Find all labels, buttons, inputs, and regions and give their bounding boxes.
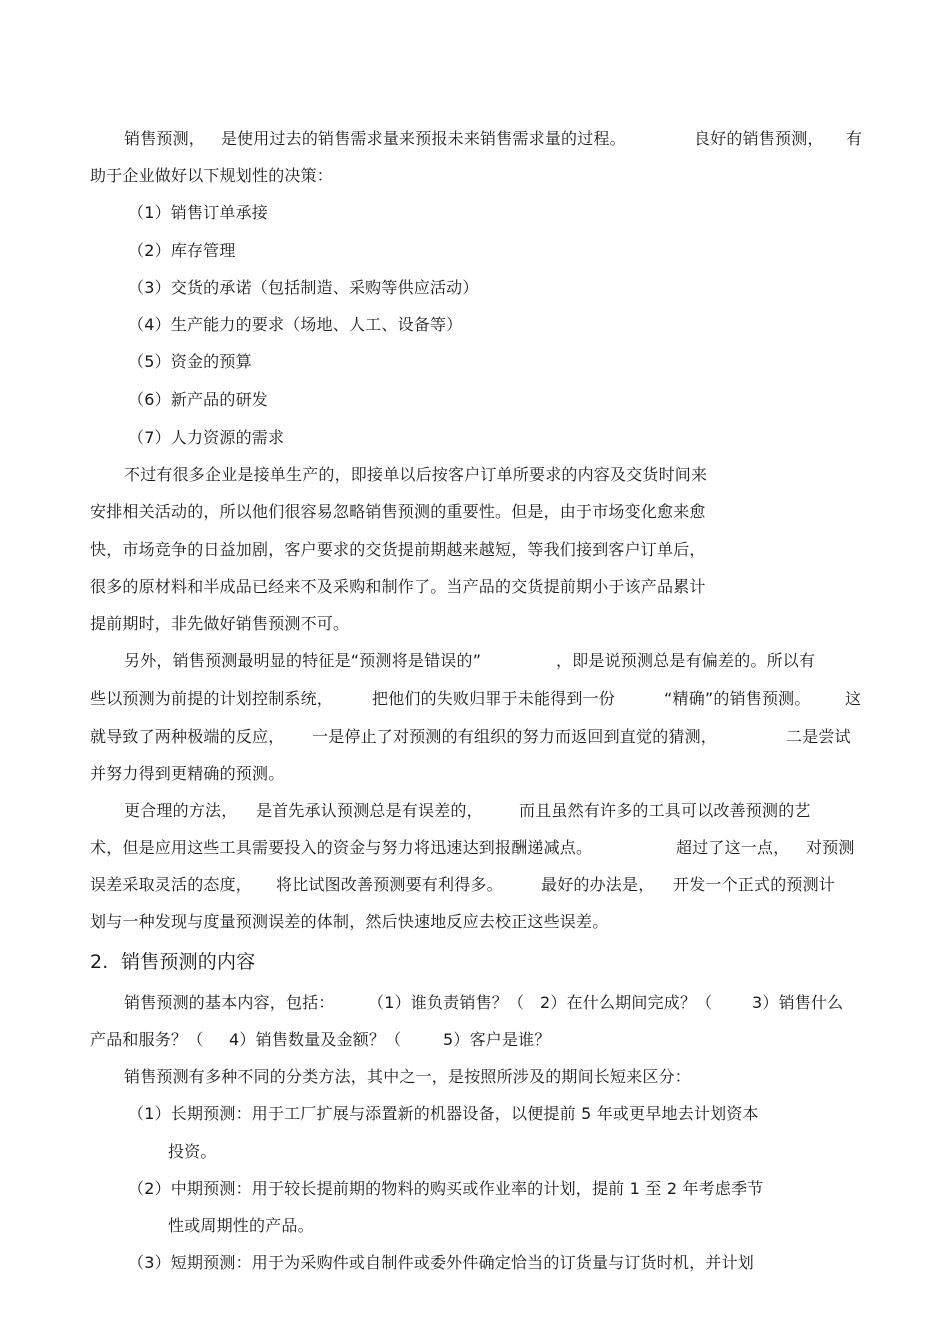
para4-line-1a: 更合理的方法，: [124, 801, 238, 820]
period-item-long-cont: 投资。: [168, 1142, 217, 1161]
para2-line: 很多的原材料和半成品已经来不及采购和制作了。当产品的交货提前期小于该产品累计: [90, 577, 706, 596]
decision-item: （4）生产能力的要求（场地、人工、设备等）: [128, 315, 463, 334]
para4-line-1b: 是首先承认预测总是有误差的，: [256, 801, 483, 820]
para3-line-2b: 把他们的失败归罪于未能得到一份: [372, 689, 616, 708]
content-line-1b: （1）谁负责销售？（: [368, 993, 525, 1012]
period-item-long: （1）长期预测：用于工厂扩展与添置新的机器设备，以便提前 5 年或更早地去计划资本: [128, 1104, 759, 1123]
intro-line-1c: 有: [846, 129, 863, 148]
decision-item: （2）库存管理: [128, 241, 236, 260]
content-line-2a: 产品和服务？（: [90, 1030, 204, 1049]
para3-line-3a: 就导致了两种极端的反应，: [90, 727, 285, 746]
content-line-1c: 2）在什么期间完成？（: [540, 993, 713, 1012]
decision-item: （6）新产品的研发: [128, 390, 268, 409]
decision-item: （7）人力资源的需求: [128, 428, 285, 447]
para4-line-1c: 而且虽然有许多的工具可以改善预测的艺: [519, 801, 811, 820]
decision-item: （3）交货的承诺（包括制造、采购等供应活动）: [128, 278, 479, 297]
para3-line-1a: 另外，销售预测最明显的特征是“预测将是错误的”: [124, 651, 482, 670]
section-heading: 2. 销售预测的内容: [90, 951, 256, 973]
decision-item: （1）销售订单承接: [128, 203, 268, 222]
period-item-mid-cont: 性或周期性的产品。: [168, 1216, 314, 1235]
content-line-1a: 销售预测的基本内容，包括：: [124, 993, 335, 1012]
para2-line: 提前期时，非先做好销售预测不可。: [90, 614, 350, 633]
classify-line: 销售预测有多种不同的分类方法，其中之一，是按照所涉及的期间长短来区分：: [124, 1067, 692, 1086]
intro-line-2: 助于企业做好以下规划性的决策：: [90, 166, 334, 185]
para3-line-2a: 些以预测为前提的计划控制系统，: [90, 689, 334, 708]
intro-line-1a: 销售预测， 是使用过去的销售需求量来预报未来销售需求量的过程。: [124, 129, 626, 148]
intro-line-1b: 良好的销售预测，: [694, 129, 824, 148]
para3-line-1b: ，即是说预测总是有偏差的。所以有: [556, 651, 816, 670]
para2-line: 快，市场竞争的日益加剧，客户要求的交货提前期越来越短，等我们接到客户订单后，: [90, 540, 706, 559]
para3-line-4: 并努力得到更精确的预测。: [90, 764, 285, 783]
period-item-short: （3）短期预测：用于为采购件或自制件或委外件确定恰当的订货量与订货时机，并计划: [128, 1253, 754, 1272]
para4-line-3a: 误差采取灵活的态度，: [90, 875, 253, 894]
para4-line-4: 划与一种发现与度量预测误差的体制，然后快速地反应去校正这些误差。: [90, 912, 609, 931]
para3-line-3c: 二是尝试: [786, 727, 851, 746]
para4-line-2c: 对预测: [806, 838, 855, 857]
content-line-2b: 4）销售数量及金额？（: [229, 1030, 402, 1049]
decision-item: （5）资金的预算: [128, 352, 252, 371]
para4-line-2a: 术，但是应用这些工具需要投入的资金与努力将迅速达到报酬递减点。: [90, 838, 593, 857]
content-line-2c: 5）客户是谁？: [443, 1030, 551, 1049]
period-item-mid: （2）中期预测：用于较长提前期的物料的购买或作业率的计划，提前 1 至 2 年考虑季节: [128, 1179, 764, 1198]
content-line-1d: 3）销售什么: [752, 993, 844, 1012]
para3-line-2c: “精确”的销售预测。: [664, 689, 811, 708]
para2-line: 安排相关活动的，所以他们很容易忽略销售预测的重要性。但是，由于市场变化愈来愈: [90, 502, 706, 521]
para4-line-3d: 开发一个正式的预测计: [673, 875, 836, 894]
para4-line-3c: 最好的办法是，: [541, 875, 655, 894]
para4-line-2b: 超过了这一点，: [676, 838, 790, 857]
para2-line: 不过有很多企业是接单生产的，即接单以后按客户订单所要求的内容及交货时间来: [124, 465, 708, 484]
para3-line-3b: 一是停止了对预测的有组织的努力而返回到直觉的猜测，: [312, 727, 718, 746]
para4-line-3b: 将比试图改善预测要有利得多。: [276, 875, 503, 894]
para3-line-2d: 这: [845, 689, 862, 708]
